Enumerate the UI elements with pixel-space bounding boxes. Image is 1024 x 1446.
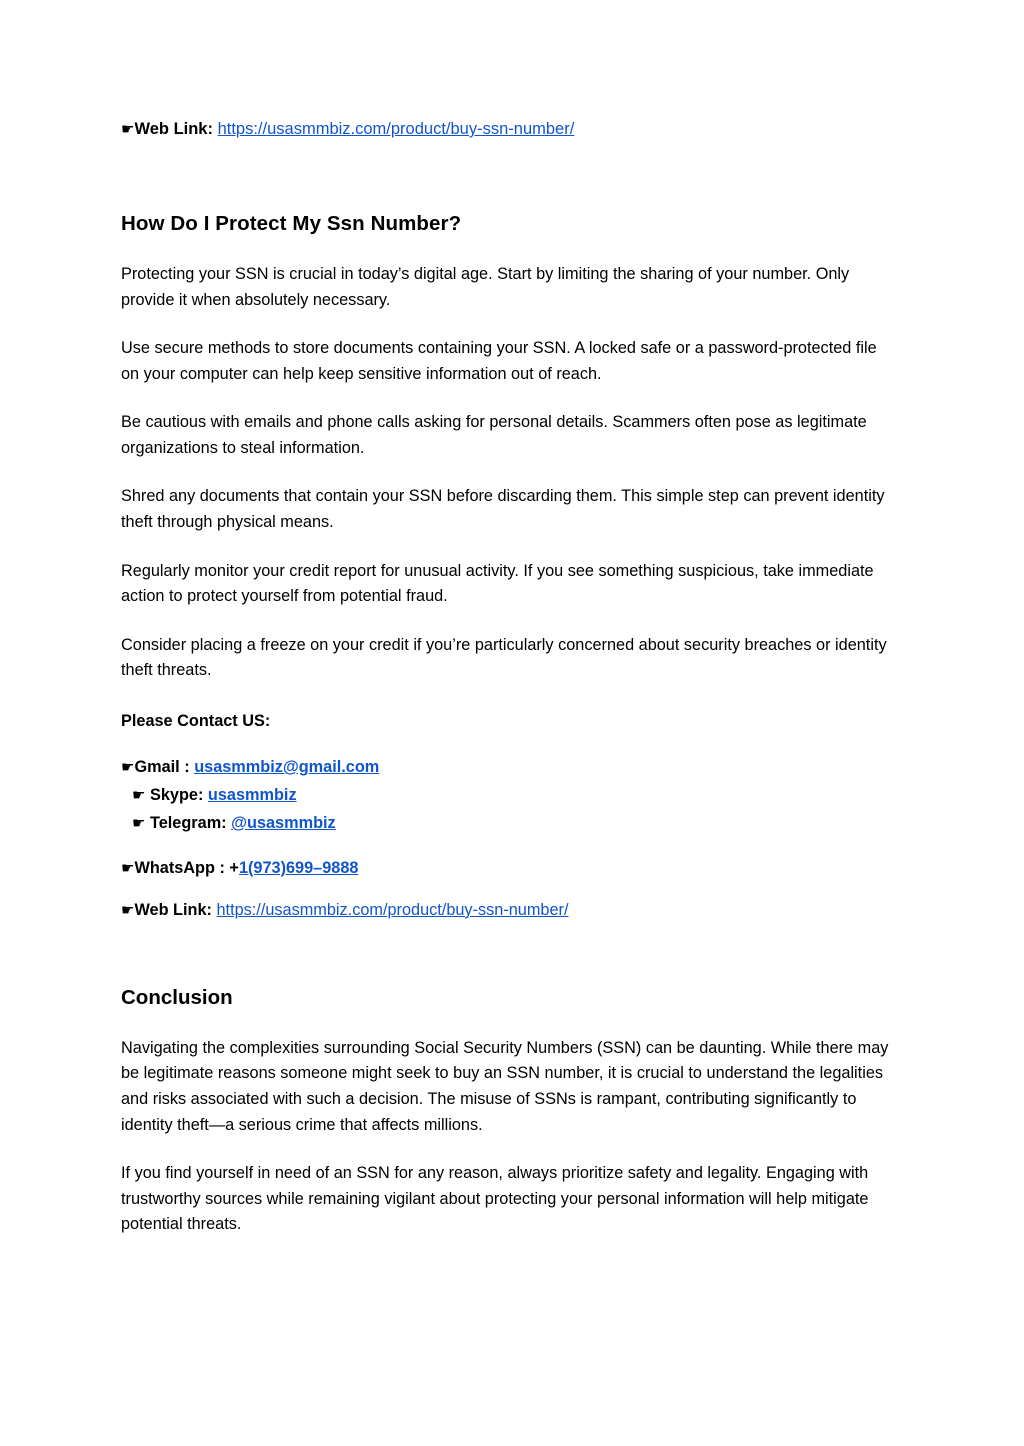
paragraph: Shred any documents that contain your SSN before discarding them. This simple step can prevent identity theft through physical means. (121, 487, 885, 531)
contact-heading: Please Contact US: (121, 711, 271, 730)
telegram-label: Telegram: (149, 813, 227, 832)
pointer-icon: ☛ (121, 858, 135, 877)
pointer-icon: ☛ (121, 120, 135, 138)
paragraph: Be cautious with emails and phone calls asking for personal details. Scammers often pose as legitimate organizations to steal information. (121, 413, 867, 457)
paragraph: Use secure methods to store documents containing your SSN. A locked safe or a password-protected file on your computer can help keep sensitive information out of reach. (121, 339, 877, 383)
paragraph: Consider placing a freeze on your credit if you’re particularly concerned about security breaches or identity theft threats. (121, 635, 887, 680)
gmail-address-link[interactable]: usasmmbiz@gmail.com (194, 757, 380, 776)
contact-list (121, 753, 896, 837)
section-heading-conclusion: Conclusion (121, 985, 233, 1009)
pointer-icon: ☛ (121, 900, 135, 919)
web-link-label: Web Link: (134, 900, 212, 919)
contact-row-gmail (121, 753, 896, 781)
pointer-icon: ☛ (132, 785, 146, 804)
contact-row-telegram (121, 809, 896, 837)
contact-row-whatsapp (121, 859, 896, 878)
section-heading-protect-ssn: How Do I Protect My Ssn Number? (121, 211, 462, 235)
whatsapp-number-link[interactable]: 1(973)699–9888 (238, 858, 359, 877)
gmail-label: Gmail : (134, 757, 190, 776)
pointer-icon: ☛ (121, 757, 135, 776)
contact-row-weblink (121, 901, 896, 920)
skype-label: Skype: (149, 785, 204, 804)
paragraph: Navigating the complexities surrounding Social Security Numbers (SSN) can be daunting. While there may be legitimate reasons someone might seek to buy an SSN number, it is crucial to understand the legalities and risks associated with such a decision. The misuse of SSNs is rampant, contributing significantly to identity theft—a serious crime that affects millions. (121, 1038, 889, 1134)
paragraph: Protecting your SSN is crucial in today’s digital age. Start by limiting the sharing of your number. Only provide it when absolutely necessary. (121, 264, 850, 309)
pointer-icon: ☛ (132, 813, 146, 832)
paragraph: If you find yourself in need of an SSN for any reason, always prioritize safety and legality. Engaging with trustworthy sources while remaining vigilant about protecting your personal information will help mitigate potential threats. (121, 1164, 869, 1234)
document-content (121, 118, 896, 1238)
web-link-url[interactable]: https://usasmmbiz.com/product/buy-ssn-number/ (216, 900, 569, 919)
paragraph: Regularly monitor your credit report for unusual activity. If you see something suspicious, take immediate action to protect yourself from potential fraud. (121, 561, 874, 606)
whatsapp-prefix: + (229, 858, 239, 877)
skype-handle-link[interactable]: usasmmbiz (207, 785, 297, 804)
top-web-link-label: Web Link: (134, 120, 213, 138)
top-web-link-line (121, 118, 896, 142)
telegram-handle-link[interactable]: @usasmmbiz (231, 813, 336, 832)
top-web-link-url[interactable]: https://usasmmbiz.com/product/buy-ssn-number/ (217, 120, 575, 138)
contact-row-skype (121, 781, 896, 809)
whatsapp-label: WhatsApp : (134, 858, 225, 877)
